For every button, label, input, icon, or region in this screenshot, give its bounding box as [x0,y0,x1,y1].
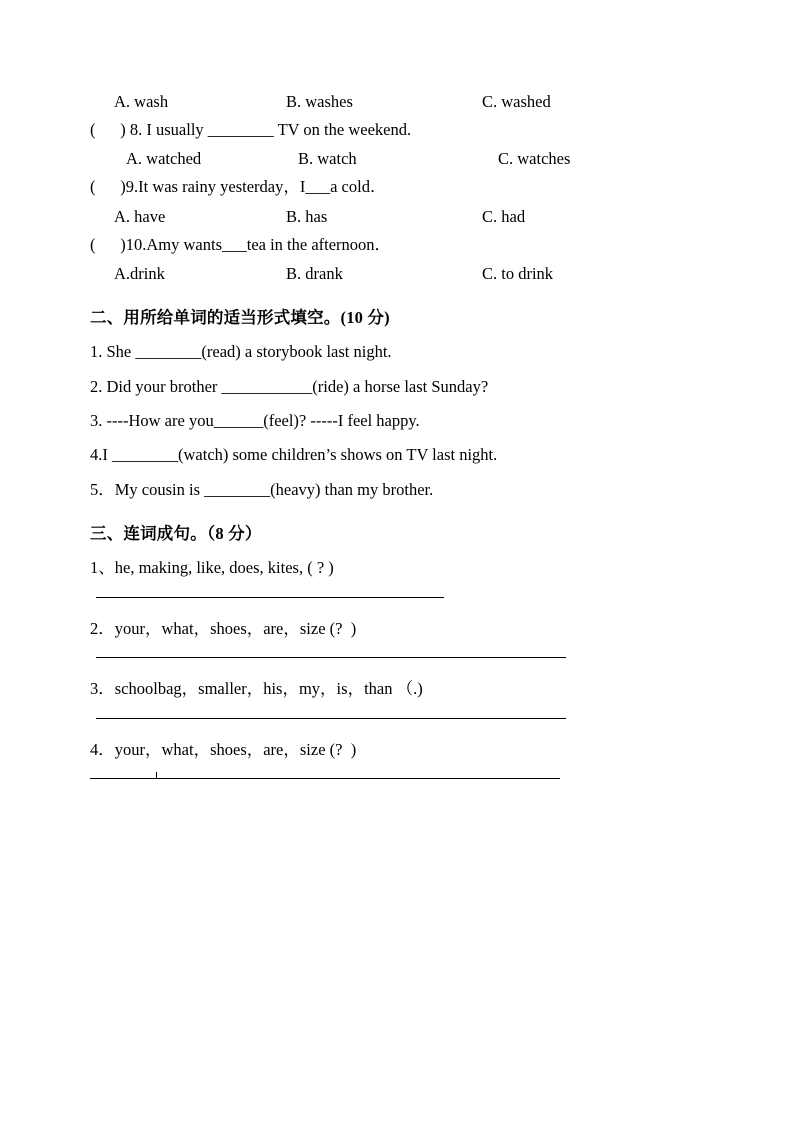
answer-line-3[interactable] [96,718,566,719]
answer-line-2[interactable] [96,657,566,658]
section-2-item-3: 3. ----How are you______(feel)? -----I feel happy. [90,410,420,430]
choice-option-c: C. washed [482,92,551,111]
choice-option-b: B. has [286,206,328,226]
choice-option-b: B. washes [286,92,353,111]
choice-option-a: A. wash [114,92,169,111]
section-3-item-4: 4．your，what，shoes，are，size (? ) [90,739,357,759]
section-3-heading: 三、连词成句。（8 分） [90,524,262,544]
answer-line-4[interactable] [90,778,560,779]
choice-option-c: C. to drink [482,264,554,284]
document-body [90,92,710,799]
section-2-item-1: 1. She ________(read) a storybook last night. [90,342,392,362]
choice-option-a: A.drink [114,264,165,284]
choice-option-b: B. drank [286,264,343,284]
section-3-item-1: 1、he, making, like, does, kites, ( ? ) [90,558,334,578]
choice-line-4 [90,264,710,284]
answer-line-1[interactable] [96,597,444,598]
choice-line-2 [90,149,710,169]
section-3-item-3: 3．schoolbag，smaller，his，my，is，than （.) [90,679,423,699]
choice-option-c: C. had [482,206,526,226]
choice-option-a: A. watched [126,149,202,169]
choice-line-1 [90,92,710,112]
section-2-item-2: 2. Did your brother ___________(ride) a horse last Sunday? [90,376,489,396]
choice-option-b: B. watch [298,149,357,169]
choice-line-3 [90,207,710,227]
section-2-item-4: 4.I ________(watch) some children’s shows on TV last night. [90,445,498,465]
question-10: ( )10.Amy wants___tea in the afternoon． [90,234,392,254]
section-2-heading: 二、用所给单词的适当形式填空。(10 分) [90,308,390,328]
section-2-item-5: 5．My cousin is ________(heavy) than my brother. [90,479,434,499]
question-9: ( )9.It was rainy yesterday，I___a cold． [90,177,387,197]
section-3-item-2: 2．your，what，shoes，are，size (? ) [90,618,357,638]
choice-option-c: C. watches [498,149,571,169]
choice-option-a: A. have [114,206,166,226]
question-8: ( ) 8. I usually ________ TV on the weekend. [90,119,412,139]
